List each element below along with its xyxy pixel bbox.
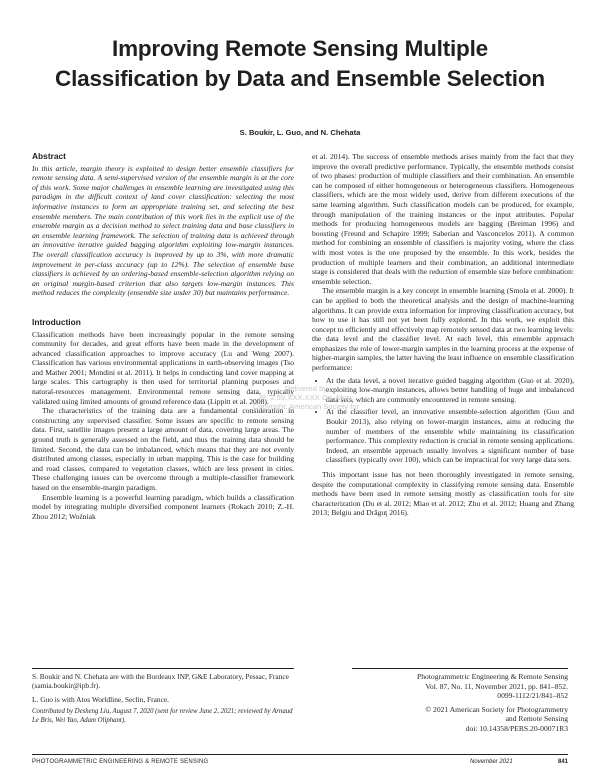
right-paragraph-1: et al. 2014). The success of ensemble methods arises mainly from the fact that they improve the overall predictive performance. Typically, the ensemble methods consist of two phases: production of multiple classifiers and their combination. An ensemble can be composed of either homogeneous or heterogeneous classifiers. Homogeneous classifiers, which are the most widely used, derive from different executions of the same learning algorithm. Such classification models can be produced, for example, through manipulation of the training instances or the input attributes. Popular methods for producing homogeneous models are bagging (Breiman 1996) and boosting (Freund and Schapire 1999; Saberian and Vasconcelos 2011). A common method for combining an ensemble of classifiers is majority voting, where the class with most votes is the one proposed by the ensemble. In this work, besides the production of multiple learners and their combination, an additional intermediate stage is considered that deals with the reduction of ensemble size before combination: ensemble selection.	[312, 152, 574, 286]
abstract-text: In this article, margin theory is exploited to design better ensemble classifiers for remote sensing data. A semi-supervised version of the ensemble margin is at the core of this work. Some major challenges in ensemble learning are investigated using this paradigm in the difficult context of land cover classification: selecting the most informative instances to form an appropriate training set, and selecting the best ensemble members. The main contribution of this work lies in the explicit use of the ensemble margin as a decision method to select training data and base classifiers in an ensemble learning framework. The selection of training data is achieved through an innovative iterative guided bagging algorithm exploiting low-margin instances. The overall classification accuracy is improved by up to 3%, with more dramatic improvement in per-class accuracy (up to 12%). The selection of ensemble base classifiers is achieved by an ordering-based ensemble-selection algorithm relying on an original margin-based criterion that also targets low-margin instances. This method reduces the complexity (ensemble size under 30) but maintains performance.	[32, 163, 294, 298]
list-item: • At the data level, a novel iterative guided bagging algorithm (Guo et al. 2020), exploiting low-margin instances, allows better handling of huge and imbalanced data sets, which are commonly encountered in remote sensing.	[326, 376, 574, 405]
watermark-line: Delivered by	[284, 384, 328, 393]
footer-journal-name: PHOTOGRAMMETRIC ENGINEERING & REMOTE SENSING	[32, 759, 209, 765]
journal-doi: doi: 10.14358/PERS.20-00071R3	[465, 723, 568, 733]
contribution-note: Contributed by Desheng Liu, August 7, 2020 (sent for review June 2, 2021; reviewed by Arnaud Le Bris, Wei Yao, Adam Oliphant).	[32, 708, 293, 725]
left-column	[32, 152, 294, 521]
footer-date: November 2021	[470, 759, 513, 765]
journal-info-divider	[352, 668, 568, 669]
abstract-heading: Abstract	[32, 151, 66, 161]
paper-title: Improving Remote Sensing Multiple Classification by Data and Ensemble Selection	[55, 36, 545, 91]
intro-paragraph-3: Ensemble learning is a powerful learning paradigm, which builds a classification model by integrating multiple diversified component learners (Rokach 2010; Z.-H. Zhou 2012; Woźniak	[32, 492, 294, 521]
footnote-divider	[32, 668, 294, 669]
list-item: • At the classifier level, an innovative ensemble-selection algorithm (Guo and Boukir 2013), also relying on lower-margin instances, aims at reducing the number of members of the ensemble while maintaining its classification performance. This complexity reduction is crucial in remote sensing applications. Indeed, an ensemble approach usually involves a significant number of base classifiers (typically over 100), which can be impractical for very large data sets.	[326, 407, 574, 465]
journal-info	[352, 672, 568, 734]
intro-paragraph-2: The characteristics of the training data are a fundamental consideration in constructing any supervised classifier. Some issues are specific to remote sensing data. First, satellite images present a large amount of data, covering large areas. The ground truth is generally assessed on the field, and thus the training data should be limited. Second, the data can be imbalanced, which means that they are not evenly distributed among classes, especially in urban mapping. This is the case for building and road classes, compared to vegetation classes, which are less present in cities. These challenging issues can be overcome through a multiple-classifier framework based on the ensemble-margin paradigm.	[32, 406, 294, 492]
right-paragraph-3: This important issue has not been thoroughly investigated in remote sensing, despite the computational complexity in classifying remote sensing data. Ensemble methods have been used in remote sensing mostly as classification tools for site characterization (Du et al. 2012; Miao et al. 2012; Zhu et al. 2012; Huang and Zhang 2013; Belgiu and Drăguţ 2016).	[312, 470, 574, 518]
right-paragraph-2: The ensemble margin is a key concept in ensemble learning (Smola et al. 2000). It can be applied to both the theoretical analysis and the design of machine-learning algorithms. It can provide extra information for improving classification accuracy, but how to use it has still not yet been fully explored. In this work, we exploit this concept to efficiently and effectively map remotely sensed data at two learning levels: the data level and the classifier level. At each level, this ensemble approach emphasizes the role of lower-margin samples in the learning process at the expense of higher-margin samples, the latter having the least influence on ensemble classification performance:	[312, 286, 574, 373]
watermark-line: IP: 2.59.XXX.XXX On: Mon,	[258, 393, 354, 402]
affiliation-1: S. Boukir and N. Chehata are with the Bordeaux INP, G&E Laboratory, Pessac, France (samia.boukir@ipb.fr).	[32, 672, 289, 691]
journal-copyright-holder: and Remote Sensing	[505, 714, 568, 724]
journal-copyright: © 2021 American Society for Photogrammetry	[425, 704, 568, 714]
journal-volume: Vol. 87, No. 11, November 2021, pp. 841–852.	[425, 681, 568, 691]
author-affiliations	[32, 672, 294, 730]
journal-issn: 0099-1112/21/841–852	[497, 691, 568, 701]
author-list: S. Boukir, L. Guo, and N. Chehata	[239, 128, 361, 137]
journal-name: Photogrammetric Engineering & Remote Sensing	[416, 672, 568, 681]
affiliation-2: L. Guo is with Atos Worldline, Seclin, France.	[32, 694, 170, 704]
introduction-heading: Introduction	[32, 316, 81, 327]
page-number: 841	[557, 759, 568, 765]
watermark-line: Copyright: American Society for	[252, 402, 360, 411]
right-column	[312, 152, 574, 518]
page-footer	[32, 754, 568, 767]
intro-paragraph-1: Classification methods have been increasingly popular in the remote sensing community for decades, and great efforts have been made in the development of advanced classification approaches to improve accuracy (Lu and Weng 2007). Classification has various environmental applications in earth-observing images (Tso and Mather 2001; Mondini et al. 2011). It helps in conducting land cover mapping at large scales. This cartography is then used for territorial planning purposes and natural-resources management. Environmental remote sensing data, typically validated using limited amounts of ground reference data (Lippitt et al. 2008).	[32, 329, 294, 406]
delivery-watermark	[206, 384, 406, 411]
